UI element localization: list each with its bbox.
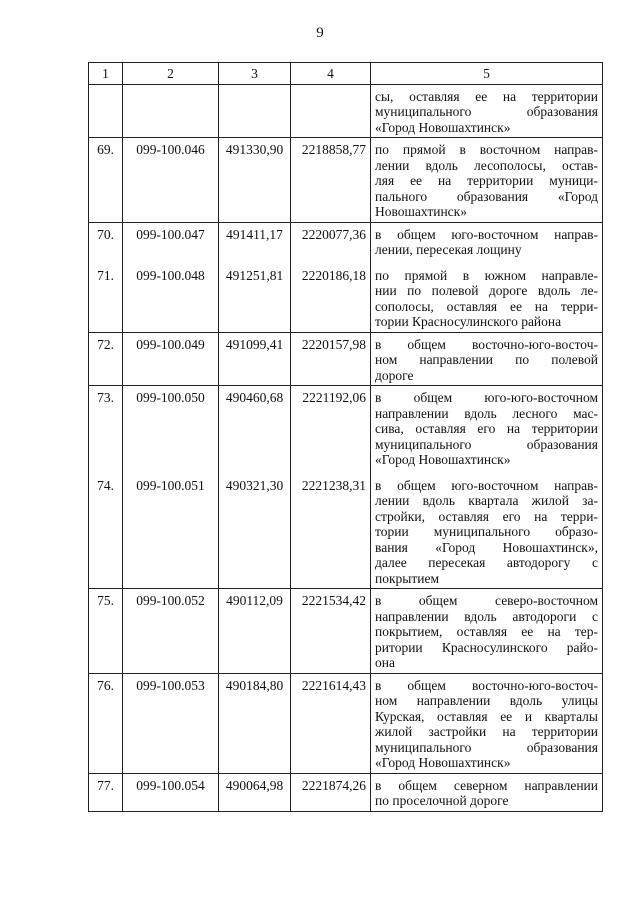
description-line: по проселочной дороге <box>375 793 509 808</box>
coordinate-x-entry: 491330,90 <box>225 142 284 157</box>
point-code-cell <box>123 138 219 223</box>
point-code-cell <box>123 589 219 674</box>
point-number-cell <box>89 84 123 138</box>
description-line: в общем юго-юго-восточном <box>375 390 598 405</box>
table-row <box>89 589 603 674</box>
point-code-entry: 099-100.054 <box>136 777 205 793</box>
boundary-description-entry <box>375 778 598 809</box>
coordinate-y-entry: 2220186,18 <box>301 267 366 283</box>
point-code-entry: 099-100.051 <box>136 477 205 493</box>
description-line: далее пересекая автодорогу с <box>375 555 598 570</box>
boundary-description-entry <box>375 142 598 220</box>
boundary-description-cell <box>371 332 603 386</box>
boundary-description-cell <box>371 222 603 332</box>
description-line: в общем юго-восточном направ- <box>375 477 598 493</box>
description-line: муниципального образования <box>375 104 598 119</box>
description-line: в общем восточно-юго-восточ- <box>375 336 598 352</box>
point-code-entry: 099-100.052 <box>136 593 205 608</box>
coordinate-x-entry: 491251,81 <box>225 267 284 283</box>
coordinate-y-cell <box>291 773 371 811</box>
description-line: направлении вдоль автодороги с <box>375 608 598 624</box>
point-code-entry: 099-100.048 <box>136 267 205 283</box>
coordinate-x-cell <box>219 84 291 138</box>
table-body <box>89 84 603 811</box>
coordinate-y-cell <box>291 589 371 674</box>
coordinate-y-entry: 2218858,77 <box>301 142 366 157</box>
table-header-row <box>89 63 603 85</box>
point-number-cell <box>89 589 123 674</box>
description-line: в общем северном направлении <box>375 777 598 793</box>
header-col-3: 3 <box>219 63 291 85</box>
point-number-cell <box>89 386 123 589</box>
description-line: Курская, оставляя ее и кварталы <box>375 708 598 724</box>
description-line: Новошахтинск» <box>375 204 467 219</box>
coordinate-x-entry: 491411,17 <box>226 226 283 242</box>
table-row <box>89 222 603 332</box>
coordinate-x-cell <box>219 386 291 589</box>
table-row <box>89 773 603 811</box>
point-code-entry: 099-100.046 <box>136 142 205 157</box>
point-number-cell <box>89 138 123 223</box>
description-line: «Город Новошахтинск» <box>375 452 511 467</box>
point-code-entry: 099-100.049 <box>136 336 205 352</box>
coordinate-y-entry: 2220157,98 <box>301 336 366 352</box>
coordinate-y-cell <box>291 84 371 138</box>
description-line: жилой застройки на территории <box>375 724 598 739</box>
description-line: ном направлении вдоль улицы <box>375 693 598 708</box>
description-line: дороге <box>375 367 414 383</box>
coordinate-x-cell <box>219 138 291 223</box>
description-line: лении вдоль квартала жилой за- <box>375 493 598 508</box>
coordinate-y-entry: 2221614,43 <box>301 677 366 693</box>
boundary-description-entry <box>375 268 598 330</box>
point-number-entry: 70. <box>97 226 114 242</box>
boundary-description-entry <box>375 227 598 258</box>
description-line: в общем северо-восточном <box>375 593 598 608</box>
point-number-entry: 74. <box>97 477 114 493</box>
description-line: лении, пересекая лощину <box>375 242 522 257</box>
description-line: сива, оставляя его на территории <box>375 421 598 436</box>
coordinate-x-entry: 491099,41 <box>225 336 284 352</box>
description-line: покрытием <box>375 570 440 586</box>
description-line: покрытием, оставляя ее на тер- <box>375 624 598 639</box>
boundary-description-cell <box>371 589 603 674</box>
table-row <box>89 673 603 773</box>
coordinate-y-entry: 2221534,42 <box>301 593 366 608</box>
description-line: пального образования «Город <box>375 188 598 204</box>
boundary-description-cell <box>371 673 603 773</box>
point-code-cell <box>123 222 219 332</box>
point-number-entry: 69. <box>97 142 114 157</box>
boundary-description-cell <box>371 386 603 589</box>
coordinate-x-entry: 490112,09 <box>226 593 283 608</box>
description-line: «Город Новошахтинск» <box>375 119 511 135</box>
description-line: стройки, оставляя его на терри- <box>375 508 598 524</box>
coordinate-x-cell <box>219 222 291 332</box>
point-number-cell <box>89 673 123 773</box>
boundary-points-table <box>88 62 603 812</box>
coordinate-y-entry: 2221874,26 <box>301 777 366 793</box>
description-line: направлении вдоль лесного мас- <box>375 405 598 421</box>
coordinate-x-cell <box>219 589 291 674</box>
point-code-entry: 099-100.050 <box>136 390 205 405</box>
boundary-description-entry <box>375 478 598 587</box>
point-code-entry <box>127 89 214 136</box>
description-line: в общем восточно-юго-восточ- <box>375 677 598 693</box>
header-col-4: 4 <box>291 63 371 85</box>
description-line: в общем юго-восточном направ- <box>375 226 598 242</box>
description-line: сы, оставляя ее на территории <box>375 88 598 104</box>
boundary-description-cell <box>371 84 603 138</box>
description-line: ритории Красносулинского райо- <box>375 639 598 655</box>
coordinate-y-entry: 2221192,06 <box>302 390 366 405</box>
description-line: она <box>375 655 395 670</box>
boundary-description-entry <box>375 337 598 384</box>
coordinate-y-entry: 2220077,36 <box>301 226 366 242</box>
point-code-cell <box>123 386 219 589</box>
description-line: вания «Город Новошахтинск», <box>375 539 598 555</box>
header-col-5: 5 <box>371 63 603 85</box>
boundary-description-cell <box>371 773 603 811</box>
description-line: ном направлении по полевой <box>375 352 598 367</box>
coordinate-x-cell <box>219 773 291 811</box>
coordinate-x-cell <box>219 673 291 773</box>
description-line: сополосы, оставляя ее на терри- <box>375 298 598 314</box>
point-number-cell <box>89 332 123 386</box>
point-number-entry <box>93 89 118 136</box>
table-row <box>89 138 603 223</box>
description-line: по прямой в южном направле- <box>375 267 598 283</box>
coordinate-y-cell <box>291 673 371 773</box>
coordinate-x-entry: 490184,80 <box>225 677 284 693</box>
coordinate-x-entry: 490064,98 <box>225 777 284 793</box>
page-number: 9 <box>316 25 324 41</box>
coordinate-y-entry: 2221238,31 <box>301 477 366 493</box>
description-line: по прямой в восточном направ- <box>375 142 598 157</box>
description-line: ляя ее на территории муници- <box>375 173 598 188</box>
coordinate-y-cell <box>291 222 371 332</box>
point-number-entry: 77. <box>97 777 114 793</box>
coordinate-x-entry <box>223 89 286 136</box>
point-number-cell <box>89 773 123 811</box>
description-line: муниципального образования <box>375 739 598 755</box>
point-number-entry: 75. <box>97 593 114 608</box>
point-code-cell <box>123 84 219 138</box>
boundary-description-entry <box>375 593 598 671</box>
coordinate-y-cell <box>291 332 371 386</box>
coordinate-x-cell <box>219 332 291 386</box>
point-number-entry: 76. <box>97 677 114 693</box>
point-number-entry: 72. <box>97 336 114 352</box>
boundary-description-entry <box>375 390 598 468</box>
point-code-entry: 099-100.053 <box>136 677 205 693</box>
coordinate-y-cell <box>291 386 371 589</box>
point-code-cell <box>123 332 219 386</box>
header-col-1: 1 <box>89 63 123 85</box>
table-row <box>89 386 603 589</box>
description-line: «Город Новошахтинск» <box>375 755 511 770</box>
point-number-entry: 71. <box>97 267 114 283</box>
description-line: тории муниципального образо- <box>375 524 598 539</box>
description-line: муниципального образования <box>375 436 598 452</box>
coordinate-y-entry <box>295 89 366 136</box>
coordinate-x-entry: 490460,68 <box>225 390 284 405</box>
header-col-2: 2 <box>123 63 219 85</box>
coordinate-x-entry: 490321,30 <box>225 477 284 493</box>
coordinate-y-cell <box>291 138 371 223</box>
description-line: нии по полевой дороге вдоль ле- <box>375 283 598 298</box>
table-row <box>89 84 603 138</box>
boundary-description-cell <box>371 138 603 223</box>
description-line: лении вдоль лесополосы, остав- <box>375 157 598 173</box>
boundary-description-entry <box>375 678 598 771</box>
boundary-description-entry <box>375 89 598 136</box>
description-line: тории Красносулинского района <box>375 314 562 329</box>
point-code-cell <box>123 673 219 773</box>
point-code-cell <box>123 773 219 811</box>
point-code-entry: 099-100.047 <box>136 226 205 242</box>
point-number-cell <box>89 222 123 332</box>
point-number-entry: 73. <box>97 390 114 405</box>
table-row <box>89 332 603 386</box>
